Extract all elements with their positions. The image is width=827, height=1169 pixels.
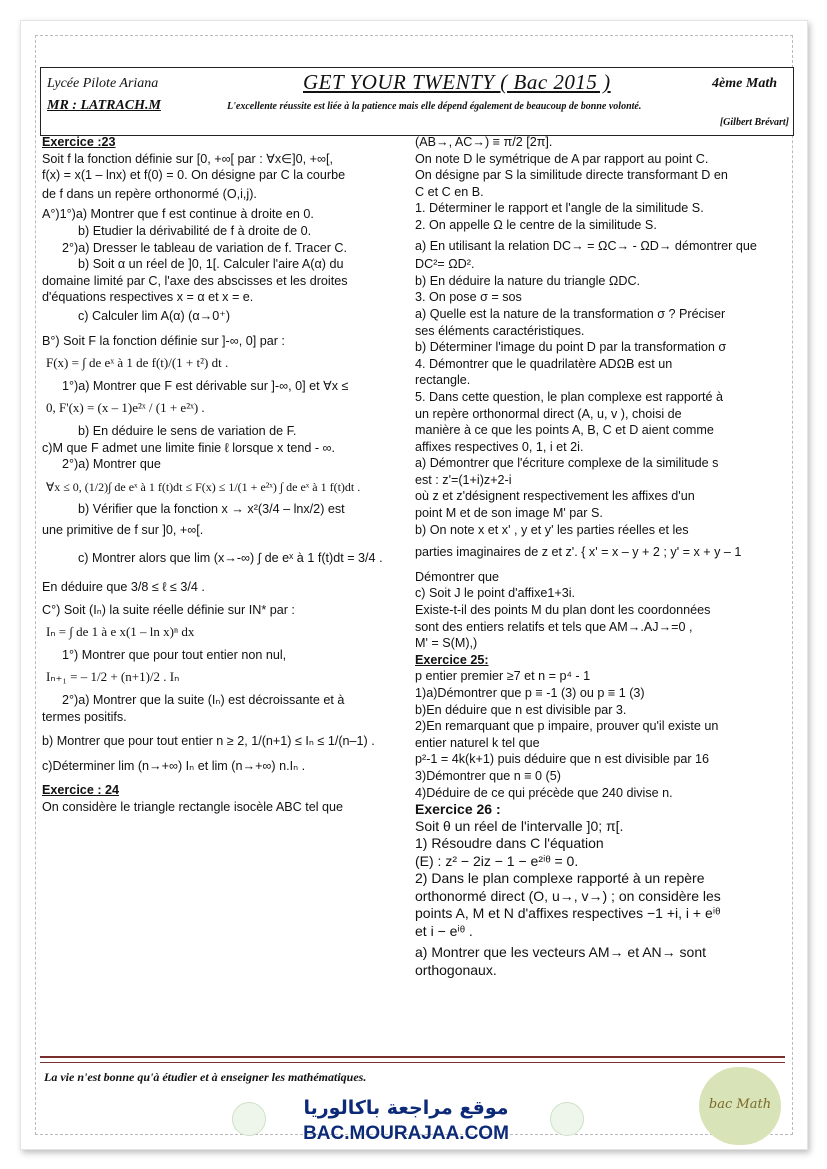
document-title: GET YOUR TWENTY ( Bac 2015 )	[303, 70, 611, 94]
text-line: On considère le triangle rectangle isocèle ABC tel que	[42, 800, 344, 814]
text-line: sont des entiers relatifs et tels que AM→.AJ→=0 ,	[415, 619, 693, 634]
text-line: C°) Soit (Iₙ) la suite réelle définie sur IN* par :	[42, 602, 295, 617]
text-line: 4)Déduire de ce qui précède que 240 divise n.	[415, 785, 673, 800]
text-line: (E) : z² − 2iz − 1 − e²ⁱᶿ = 0.	[415, 852, 579, 869]
text-line: c)M que F admet une limite finie ℓ lorsque x tend - ∞.	[42, 440, 336, 455]
text-line: Soit θ un réel de l'intervalle ]0; π[.	[415, 817, 624, 834]
text-line: b) En déduire la nature du triangle ΩDC.	[415, 273, 641, 288]
text-line: b)En déduire que n est divisible par 3.	[415, 702, 627, 717]
class-label: 4ème Math	[712, 76, 777, 91]
formula-In: Iₙ = ∫ de 1 à e x(1 – ln x)ⁿ dx	[46, 624, 195, 640]
text-line: M' = S(M),)	[415, 636, 478, 651]
formula-F-prime: 0, F'(x) = (x – 1)e²ˣ / (1 + e²ˣ) .	[46, 400, 205, 416]
text-line: 5. Dans cette question, le plan complexe est rapporté à	[415, 389, 724, 404]
bac-math-logo	[699, 1067, 781, 1145]
text-line: 1)a)Démontrer que p ≡ -1 (3) ou p ≡ 1 (3)	[415, 686, 645, 700]
footer-motto: La vie n'est bonne qu'à étudier et à enseigner les mathématiques.	[44, 1070, 367, 1084]
text-line: manière à ce que les points A, B, C et D aient comme	[415, 423, 714, 438]
site-name-arabic[interactable]: موقع مراجعة باكالوريا	[303, 1097, 509, 1119]
text-line: Démontrer que	[415, 569, 499, 584]
text-line: 1°)a) Montrer que F est dérivable sur ]-∞, 0] et ∀x ≤	[62, 378, 349, 393]
text-line: est : z'=(1+i)z+2-i	[415, 472, 512, 487]
header-box	[40, 67, 794, 136]
text-line: a) Quelle est la nature de la transformation σ ? Préciser	[415, 306, 726, 321]
text-line: Soit f la fonction définie sur [0, +∞[ par : ∀x∈]0, +∞[,	[42, 151, 333, 166]
footer-rule	[40, 1056, 785, 1058]
text-line: points A, M et N d'affixes respectives −1 +i, i + eⁱᶿ	[415, 905, 721, 922]
text-line: 1) Résoudre dans C l'équation	[415, 835, 604, 852]
header-quote: L'excellente réussite est liée à la patience mais elle dépend également de beaucoup de bonne volonté.	[227, 101, 642, 112]
text-line: et i − eⁱᶿ .	[415, 922, 473, 939]
left-column	[42, 134, 396, 816]
school-name: Lycée Pilote Ariana	[47, 76, 159, 91]
text-line: b) Vérifier que la fonction x → x²(3/4 – lnx/2) est	[78, 502, 345, 517]
exercise-25-title: Exercice 25:	[415, 652, 489, 667]
text-line: domaine limité par C, l'axe des abscisses et les droites	[42, 273, 348, 288]
quote-author: [Gilbert Brévart]	[719, 117, 789, 128]
text-line: p²-1 = 4k(k+1) puis déduire que n est divisible par 16	[415, 752, 710, 767]
text-line: 1°) Montrer que pour tout entier non nul,	[62, 647, 287, 662]
system-line: parties imaginaires de z et z'. { x' = x – y + 2 ; y' = x + y – 1	[415, 545, 742, 560]
text-line: En déduire que 3/8 ≤ ℓ ≤ 3/4 .	[42, 580, 205, 595]
text-line: affixes respectives 0, 1, i et 2i.	[415, 439, 584, 454]
text-line: f(x) = x(1 – lnx) et f(0) = 0. On désigne par C la courbe	[42, 168, 346, 183]
text-line: 3)Démontrer que n ≡ 0 (5)	[415, 768, 561, 783]
text-line: orthonormé direct (O, u→, v→) ; on considère les	[415, 887, 721, 904]
text-line: c) Montrer alors que lim (x→-∞) ∫ de eˣ à 1 f(t)dt = 3/4 .	[78, 551, 383, 566]
text-line: a) En utilisant la relation DC→ = ΩC→ - ΩD→ démontrer que	[415, 238, 757, 253]
formula-recurrence: Iₙ₊₁ = – 1/2 + (n+1)/2 . Iₙ	[46, 669, 180, 685]
site-logo-icon	[232, 1102, 266, 1136]
text-line: a) Démontrer que l'écriture complexe de la similitude s	[415, 456, 719, 471]
text-line: a) Montrer que les vecteurs AM→ et AN→ sont	[415, 944, 707, 961]
text-line: orthogonaux.	[415, 961, 497, 978]
text-line: point M et de son image M' par S.	[415, 506, 603, 521]
text-line: termes positifs.	[42, 709, 127, 724]
text-line: une primitive de f sur ]0, +∞[.	[42, 522, 204, 537]
exercise-24-title: Exercice : 24	[42, 783, 120, 798]
text-line: 4. Démontrer que le quadrilatère ADΩB est un	[415, 356, 673, 371]
text-line: entier naturel k tel que	[415, 735, 540, 750]
text-line: 3. On pose σ = sos	[415, 290, 522, 305]
text-line: b) Déterminer l'image du point D par la transformation σ	[415, 340, 727, 355]
text-line: A°)1°)a) Montrer que f est continue à droite en 0.	[42, 207, 314, 222]
text-line: On désigne par S la similitude directe transformant D en	[415, 168, 728, 183]
text-line: 2°)a) Dresser le tableau de variation de f. Tracer C.	[62, 240, 348, 255]
text-line: un repère orthonormal direct (A, u, v ), choisi de	[415, 406, 682, 421]
exercise-26-title: Exercice 26 :	[415, 801, 501, 818]
text-line: b) On note x et x' , y et y' les parties réelles et les	[415, 522, 689, 537]
text-line: b) Etudier la dérivabilité de f à droite de 0.	[78, 223, 312, 238]
text-line: b) Soit α un réel de ]0, 1[. Calculer l'aire A(α) du	[78, 257, 344, 272]
text-line: ses éléments caractéristiques.	[415, 323, 585, 338]
text-line: c) Calculer lim A(α) (α→0⁺)	[78, 308, 231, 323]
right-column	[415, 134, 787, 979]
formula-inequality: ∀x ≤ 0, (1/2)∫ de eˣ à 1 f(t)dt ≤ F(x) ≤ 1/(1 + e²ˣ) ∫ de eˣ à 1 f(t)dt .	[46, 479, 361, 494]
text-line: 2°)a) Montrer que	[62, 457, 161, 472]
text-line: Existe-t-il des points M du plan dont les coordonnées	[415, 603, 711, 618]
text-line: où z et z'désignent respectivement les affixes d'un	[415, 489, 695, 504]
exercise-23-title: Exercice :23	[42, 135, 116, 149]
footer-rule-thin	[40, 1062, 785, 1063]
text-line: p entier premier ≥7 et n = p⁴ - 1	[415, 669, 591, 684]
text-line: B°) Soit F la fonction définie sur ]-∞, 0] par :	[42, 333, 285, 348]
text-line: 2)En remarquant que p impaire, prouver qu'il existe un	[415, 719, 719, 734]
text-line: On note D le symétrique de A par rapport au point C.	[415, 151, 709, 166]
text-line: 2°)a) Montrer que la suite (Iₙ) est décroissante et à	[62, 693, 345, 708]
text-line: DC²= ΩD².	[415, 257, 475, 272]
text-line: (AB→, AC→) ≡ π/2 [2π].	[415, 135, 553, 149]
text-line: 2. On appelle Ω le centre de la similitude S.	[415, 217, 657, 232]
text-line: b) En déduire le sens de variation de F.	[78, 423, 297, 438]
text-line: 1. Déterminer le rapport et l'angle de la similitude S.	[415, 201, 704, 216]
text-line: rectangle.	[415, 373, 471, 388]
text-line: c) Soit J le point d'affixe1+3i.	[415, 586, 576, 601]
text-line: de f dans un repère orthonormé (O,i,j).	[42, 186, 257, 201]
logo-text: bac Math	[708, 1097, 772, 1112]
site-url-link[interactable]: BAC.MOURAJAA.COM	[303, 1123, 509, 1144]
site-logo-icon	[550, 1102, 584, 1136]
formula-F: F(x) = ∫ de eˣ à 1 de f(t)/(1 + t²) dt .	[46, 355, 229, 371]
text-line: C et C en B.	[415, 184, 484, 199]
text-line: d'équations respectives x = α et x = e.	[42, 290, 254, 305]
text-line: c)Déterminer lim (n→+∞) Iₙ et lim (n→+∞) n.Iₙ .	[42, 758, 306, 773]
teacher-name: MR : LATRACH.M	[47, 98, 161, 113]
text-line: b) Montrer que pour tout entier n ≥ 2, 1/(n+1) ≤ Iₙ ≤ 1/(n–1) .	[42, 734, 375, 749]
text-line: 2) Dans le plan complexe rapporté à un repère	[415, 870, 705, 887]
